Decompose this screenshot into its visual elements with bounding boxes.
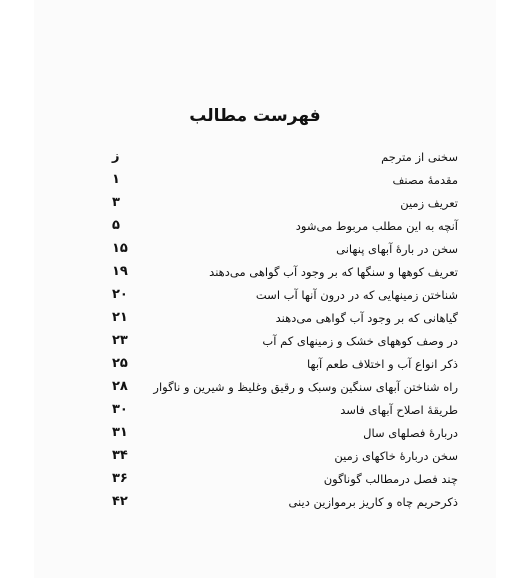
toc-entry: مقدمهٔ مصنف (392, 172, 458, 187)
toc-entry: ذکرحریم چاه و کاریز برموازین دینی (288, 494, 458, 509)
page-number: ۲۵ (112, 356, 128, 371)
page-number: ز (112, 149, 120, 164)
page-number: ۲۸ (112, 379, 128, 394)
toc-row (112, 214, 458, 237)
toc-entry: ذکر انواع آب و اختلاف طعم آبها (307, 356, 458, 371)
page-number: ۳۰ (112, 402, 128, 417)
toc-entry: راه شناختن آبهای سنگین وسبک و رقیق وغلیظ و شیرین و ناگوار (153, 379, 458, 394)
toc-entry: سخن دربارهٔ خاکهای زمین (334, 448, 458, 463)
page-number: ۱۵ (112, 241, 128, 256)
toc-row (112, 398, 458, 421)
toc-row (112, 444, 458, 467)
toc-row (112, 191, 458, 214)
toc-entry: سخنی از مترجم (381, 149, 458, 164)
toc-row (112, 329, 458, 352)
page-number: ۴۲ (112, 494, 128, 509)
table-of-contents (112, 145, 458, 513)
toc-entry: گیاهانی که بر وجود آب گواهی می‌دهند (275, 310, 458, 325)
toc-row (112, 145, 458, 168)
toc-entry: در وصف کوههای خشک و زمینهای کم آب (262, 333, 458, 348)
page-number: ۲۳ (112, 333, 128, 348)
toc-entry: دربارهٔ فصلهای سال (363, 425, 458, 440)
toc-row (112, 490, 458, 513)
page-number: ۱ (112, 172, 120, 187)
page-number: ۳ (112, 195, 120, 210)
toc-entry: آنچه به این مطلب مربوط می‌شود (295, 218, 458, 233)
page-number: ۱۹ (112, 264, 128, 279)
toc-row (112, 283, 458, 306)
toc-entry: تعریف زمین (400, 195, 458, 210)
toc-entry: شناختن زمینهایی که در درون آنها آب است (255, 287, 458, 302)
page-number: ۵ (112, 218, 120, 233)
toc-row (112, 168, 458, 191)
toc-row (112, 375, 458, 398)
toc-row (112, 467, 458, 490)
toc-entry: طریقهٔ اصلاح آبهای فاسد (340, 402, 458, 417)
toc-entry: تعریف کوهها و سنگها که بر وجود آب گواهی می‌دهند (209, 264, 458, 279)
page-number: ۲۰ (112, 287, 128, 302)
page-number: ۲۱ (112, 310, 128, 325)
toc-row (112, 260, 458, 283)
toc-entry: چند فصل درمطالب گوناگون (323, 471, 458, 486)
page-number: ۳۴ (112, 448, 128, 463)
page-title: فهرست مطالب (189, 106, 321, 126)
toc-row (112, 352, 458, 375)
toc-entry: سخن در بارهٔ آبهای پنهانی (336, 241, 458, 256)
page-number: ۳۱ (112, 425, 128, 440)
toc-row (112, 421, 458, 444)
page-number: ۳۶ (112, 471, 128, 486)
toc-row (112, 237, 458, 260)
toc-row (112, 306, 458, 329)
